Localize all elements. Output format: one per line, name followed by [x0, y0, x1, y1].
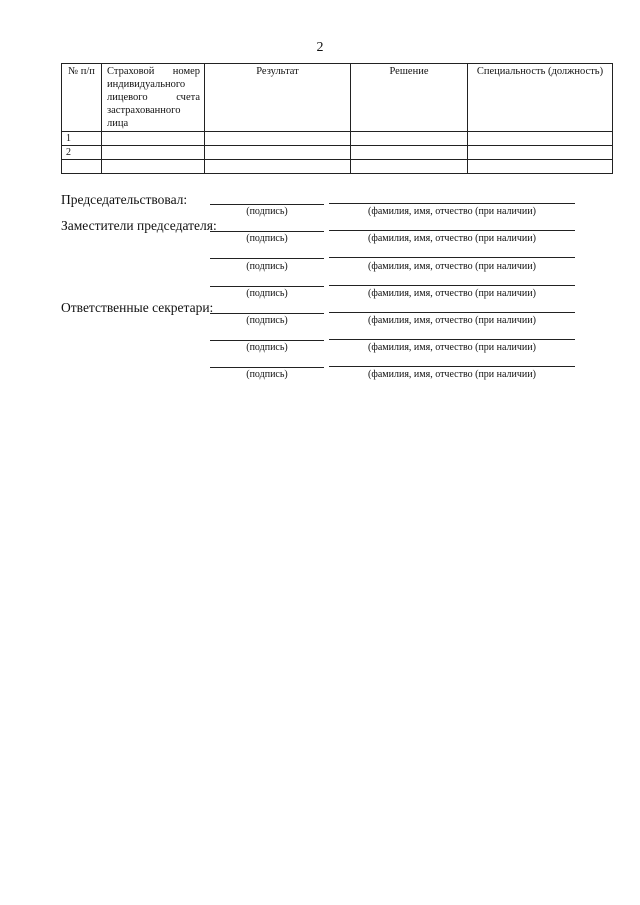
name-line	[329, 366, 575, 367]
table-row	[62, 160, 613, 174]
table-cell: 1	[62, 132, 102, 146]
table-cell	[102, 132, 205, 146]
header-number: № п/п	[62, 64, 102, 132]
signature-line	[210, 231, 324, 232]
chair-label: Председательствовал:	[61, 192, 188, 207]
signature-caption: (подпись)	[246, 261, 288, 272]
table-cell	[205, 132, 351, 146]
signature-line	[210, 313, 324, 314]
header-snils: Страховой номер индивидуального лицевого счета застрахованного лица	[102, 64, 205, 132]
table-cell	[468, 132, 613, 146]
table-cell	[102, 160, 205, 174]
name-caption: (фамилия, имя, отчество (при наличии)	[368, 206, 536, 217]
header-decision: Решение	[351, 64, 468, 132]
signature-line	[210, 367, 324, 368]
table-cell	[351, 146, 468, 160]
signature-caption: (подпись)	[246, 369, 288, 380]
table-cell	[102, 146, 205, 160]
name-line	[329, 203, 575, 204]
signature-caption: (подпись)	[246, 233, 288, 244]
signature-caption: (подпись)	[246, 342, 288, 353]
table-row	[62, 146, 613, 160]
table-cell	[62, 160, 102, 174]
deputies-label: Заместители председателя:	[61, 218, 217, 233]
name-caption: (фамилия, имя, отчество (при наличии)	[368, 342, 536, 353]
name-line	[329, 312, 575, 313]
page-number: 2	[316, 40, 324, 55]
name-caption: (фамилия, имя, отчество (при наличии)	[368, 261, 536, 272]
name-caption: (фамилия, имя, отчество (при наличии)	[368, 288, 536, 299]
table-cell	[468, 146, 613, 160]
table-cell	[205, 146, 351, 160]
name-caption: (фамилия, имя, отчество (при наличии)	[368, 369, 536, 380]
name-line	[329, 339, 575, 340]
header-result: Результат	[205, 64, 351, 132]
signature-line	[210, 258, 324, 259]
signature-caption: (подпись)	[246, 315, 288, 326]
header-specialty: Специальность (должность)	[468, 64, 613, 132]
signature-caption: (подпись)	[246, 288, 288, 299]
signature-line	[210, 340, 324, 341]
table-cell	[468, 160, 613, 174]
name-line	[329, 230, 575, 231]
signature-line	[210, 286, 324, 287]
signature-line	[210, 204, 324, 205]
table-cell: 2	[62, 146, 102, 160]
name-caption: (фамилия, имя, отчество (при наличии)	[368, 233, 536, 244]
table-cell	[351, 132, 468, 146]
secretaries-label: Ответственные секретари:	[61, 300, 214, 315]
table-cell	[351, 160, 468, 174]
results-table	[61, 63, 613, 174]
table-header-row	[62, 64, 613, 132]
table-row	[62, 132, 613, 146]
name-line	[329, 257, 575, 258]
table-cell	[205, 160, 351, 174]
signature-caption: (подпись)	[246, 206, 288, 217]
name-caption: (фамилия, имя, отчество (при наличии)	[368, 315, 536, 326]
name-line	[329, 285, 575, 286]
